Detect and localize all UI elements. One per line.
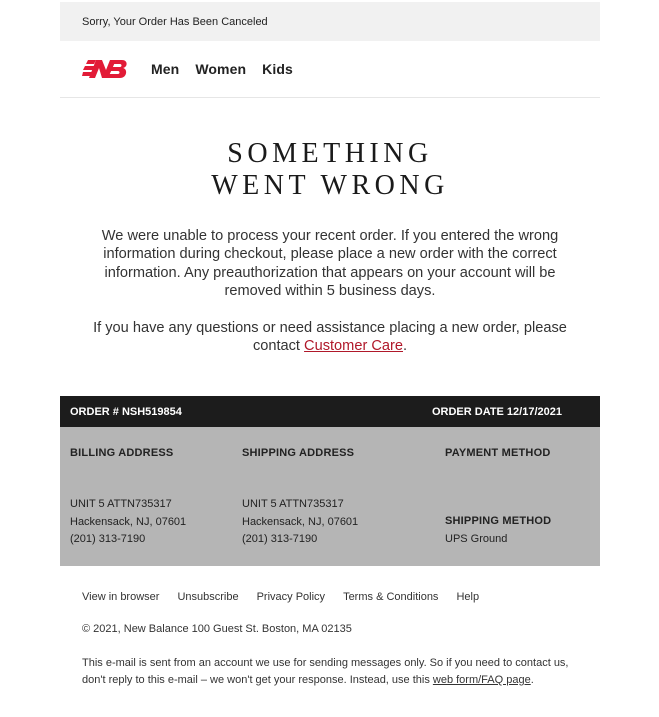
nav-link-men[interactable]: Men [151, 61, 180, 77]
message-paragraph-2-end: . [403, 338, 408, 355]
message-body [80, 227, 580, 355]
headline [60, 138, 600, 202]
order-number: ORDER # NSH519854 [70, 405, 182, 418]
billing-address [70, 496, 186, 549]
shipping-method-heading: SHIPPING METHOD [445, 515, 552, 527]
web-form-faq-link[interactable]: web form/FAQ page [432, 674, 531, 686]
preheader-bar [60, 2, 600, 41]
billing-phone: (201) 313-7190 [70, 533, 146, 545]
shipping-address-line-1: UNIT 5 ATTN735317 [242, 498, 344, 510]
disclaimer-end: . [530, 674, 534, 686]
message-paragraph-2-text: If you have any questions or need assistance placing a new order, please contact [93, 319, 567, 355]
order-summary-bar [60, 396, 600, 427]
view-in-browser-link[interactable]: View in browser [82, 591, 160, 603]
message-paragraph-2 [80, 319, 580, 356]
disclaimer [82, 655, 582, 689]
shipping-method-value: UPS Ground [445, 533, 508, 545]
shipping-address [242, 496, 358, 549]
disclaimer-text: This e-mail is sent from an account we use for sending messages only. So if you need to contact us, don't reply to this e-mail – we won't get your response. Instead, use this [82, 657, 569, 686]
nav-link-kids[interactable]: Kids [262, 61, 293, 77]
billing-address-line-2: Hackensack, NJ, 07601 [70, 515, 187, 528]
help-link[interactable]: Help [456, 591, 480, 603]
footer-links [82, 591, 479, 603]
order-details-panel [60, 427, 600, 566]
headline-line-2: WENT WRONG [211, 170, 449, 201]
email-header [60, 41, 600, 98]
nav-link-women[interactable]: Women [195, 61, 247, 77]
payment-method-heading: PAYMENT METHOD [445, 447, 551, 459]
billing-address-heading: BILLING ADDRESS [70, 447, 174, 459]
unsubscribe-link[interactable]: Unsubscribe [177, 591, 239, 603]
shipping-address-line-2: Hackensack, NJ, 07601 [242, 515, 359, 528]
terms-link[interactable]: Terms & Conditions [343, 591, 439, 603]
privacy-policy-link[interactable]: Privacy Policy [256, 591, 326, 603]
preheader-text: Sorry, Your Order Has Been Canceled [82, 15, 268, 28]
order-date: ORDER DATE 12/17/2021 [431, 405, 562, 418]
billing-address-line-1: UNIT 5 ATTN735317 [70, 498, 172, 510]
main-nav [151, 61, 293, 77]
message-paragraph-1: We were unable to process your recent order. If you entered the wrong information during checkout, please place a new order with the correct information. Any preauthorization that appears on your account will be removed within 5 business days. [101, 228, 559, 300]
copyright: © 2021, New Balance 100 Guest St. Boston, MA 02135 [82, 623, 352, 635]
headline-line-1: SOMETHING [227, 138, 433, 169]
customer-care-link[interactable]: Customer Care [304, 338, 403, 355]
shipping-phone: (201) 313-7190 [242, 533, 318, 545]
new-balance-logo-icon[interactable] [82, 58, 128, 80]
shipping-address-heading: SHIPPING ADDRESS [242, 447, 355, 459]
